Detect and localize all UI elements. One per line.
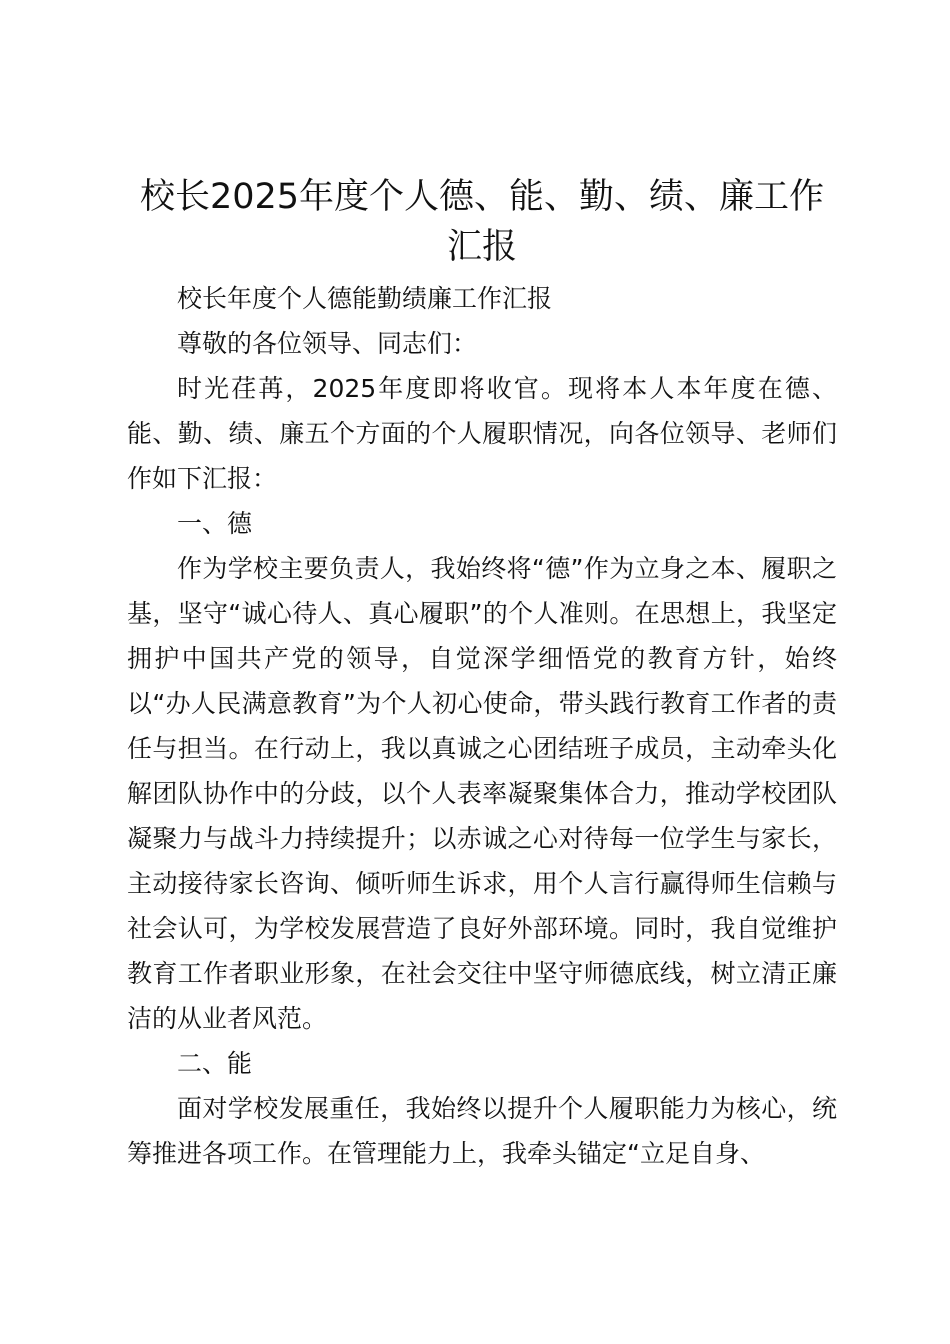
document-title: 校长2025年度个人德、能、勤、绩、廉工作汇报 bbox=[139, 177, 825, 267]
document-subtitle: 校长年度个人德能勤绩廉工作汇报 bbox=[177, 284, 553, 313]
section-body-de: 作为学校主要负责人，我始终将“德”作为立身之本、履职之基，坚守“诚心待人、真心履职”的个人准则。在思想上，我坚定拥护中国共产党的领导，自觉深学细悟党的教育方针，始终以“办人民满意教育”为个人初心使命，带头践行教育工作者的责任与担当。在行动上，我以真诚之心团结班子成员，主动牵头化解团队协作中的分歧，以个人表率凝聚集体合力，推动学校团队凝聚力与战斗力持续提升；以赤诚之心对待每一位学生与家长，主动接待家长咨询、倾听师生诉求，用个人言行赢得师生信赖与社会认可，为学校发展营造了良好外部环境。同时，我自觉维护教育工作者职业形象，在社会交往中坚守师德底线，树立清正廉洁的从业者风范。 bbox=[127, 554, 837, 1033]
document-body bbox=[127, 172, 837, 1176]
section-heading-neng: 二、能 bbox=[177, 1049, 253, 1078]
salutation: 尊敬的各位领导、同志们： bbox=[177, 329, 478, 358]
intro-paragraph: 时光荏苒，2025年度即将收官。现将本人本年度在德、能、勤、绩、廉五个方面的个人履职情况，向各位领导、老师们作如下汇报： bbox=[127, 374, 837, 493]
section-body-neng: 面对学校发展重任，我始终以提升个人履职能力为核心，统筹推进各项工作。在管理能力上，我牵头锚定“立足自身、 bbox=[127, 1094, 837, 1168]
section-heading-de: 一、德 bbox=[177, 509, 253, 538]
